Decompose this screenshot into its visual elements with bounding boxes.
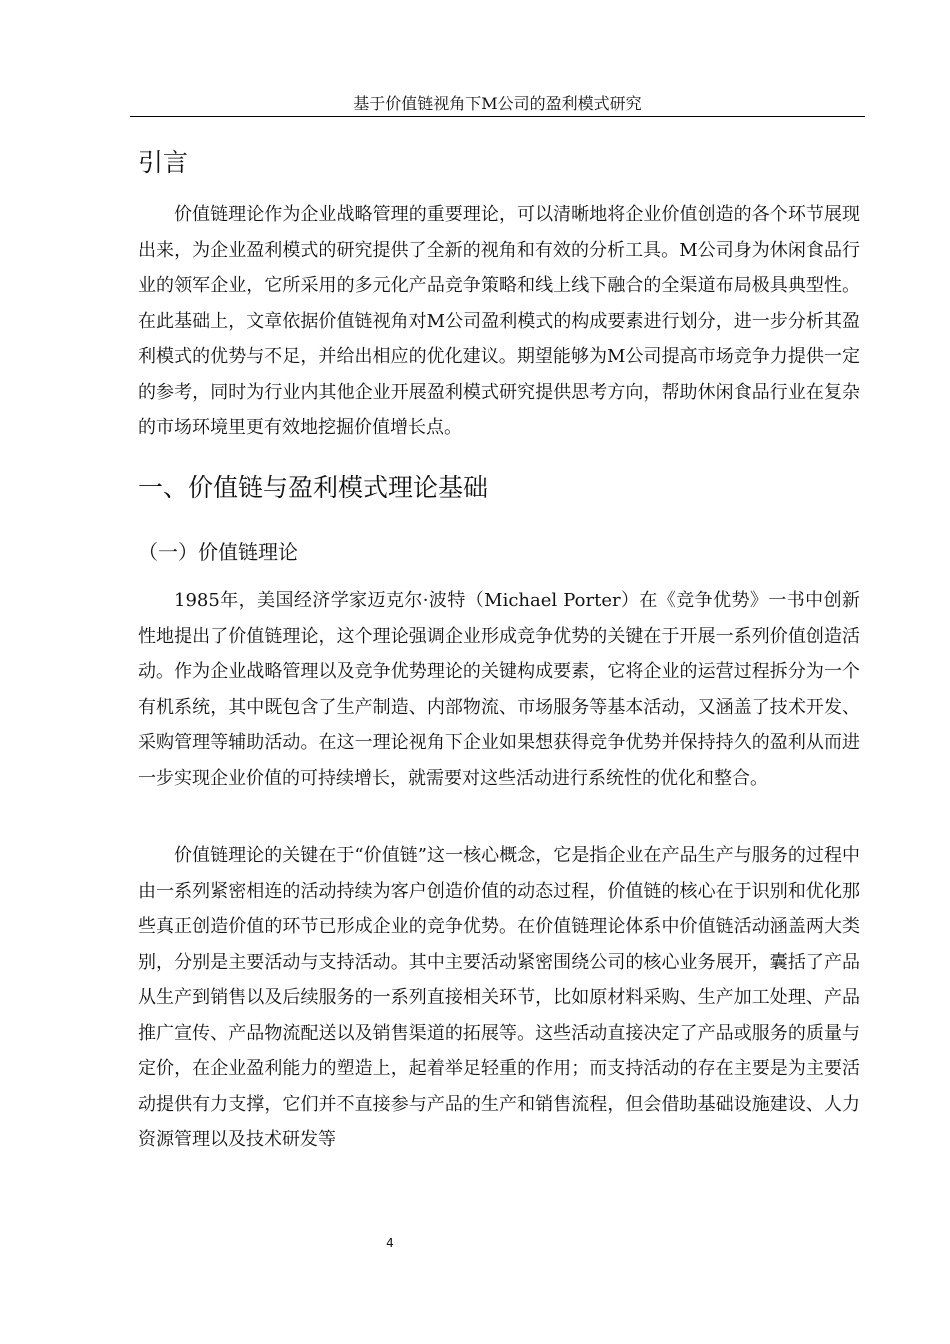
section-1-1-heading: （一）价值链理论 [138, 540, 298, 564]
section-1-1-paragraph-1: 1985年，美国经济学家迈克尔·波特（Michael Porter）在《竞争优势》一书中创新性地提出了价值链理论，这个理论强调企业形成竞争优势的关键在于开展一系列价值创造活动。作为企业战略管理以及竞争优势理论的关键构成要素，它将企业的运营过程拆分为一个有机系统，其中既包含了生产制造、内部物流、市场服务等基本活动，又涵盖了技术开发、采购管理等辅助活动。在这一理论视角下企业如果想获得竞争优势并保持持久的盈利从而进一步实现企业价值的可持续增长，就需要对这些活动进行系统性的优化和整合。 [138, 590, 860, 789]
header-divider [130, 116, 865, 117]
chapter-1-heading: 一、价值链与盈利模式理论基础 [138, 473, 489, 502]
section-1-1-paragraph-2: 价值链理论的关键在于“价值链”这一核心概念，它是指企业在产品生产与服务的过程中由一系列紧密相连的活动持续为客户创造价值的动态过程，价值链的核心在于识别和优化那些真正创造价值的环节已形成企业的竞争优势。在价值链理论体系中价值链活动涵盖两大类别，分别是主要活动与支持活动。其中主要活动紧密围绕公司的核心业务展开，囊括了产品从生产到销售以及后续服务的一系列直接相关环节，比如原材料采购、生产加工处理、产品推广宣传、产品物流配送以及销售渠道的拓展等。这些活动直接决定了产品或服务的质量与定价，在企业盈利能力的塑造上，起着举足轻重的作用；而支持活动的存在主要是为主要活动提供有力支撑，它们并不直接参与产品的生产和销售流程，但会借助基础设施建设、人力资源管理以及技术研发等 [138, 845, 860, 1150]
intro-heading: 引言 [138, 148, 189, 177]
intro-paragraph: 价值链理论作为企业战略管理的重要理论，可以清晰地将企业价值创造的各个环节展现出来，为企业盈利模式的研究提供了全新的视角和有效的分析工具。M公司身为休闲食品行业的领军企业，它所采用的多元化产品竞争策略和线上线下融合的全渠道布局极具典型性。在此基础上，文章依据价值链视角对M公司盈利模式的构成要素进行划分，进一步分析其盈利模式的优势与不足，并给出相应的优化建议。期望能够为M公司提高市场竞争力提供一定的参考，同时为行业内其他企业开展盈利模式研究提供思考方向，帮助休闲食品行业在复杂的市场环境里更有效地挖掘价值增长点。 [138, 204, 860, 438]
running-header: 基于价值链视角下M公司的盈利模式研究 [353, 94, 642, 113]
page-number: 4 [386, 1236, 394, 1250]
